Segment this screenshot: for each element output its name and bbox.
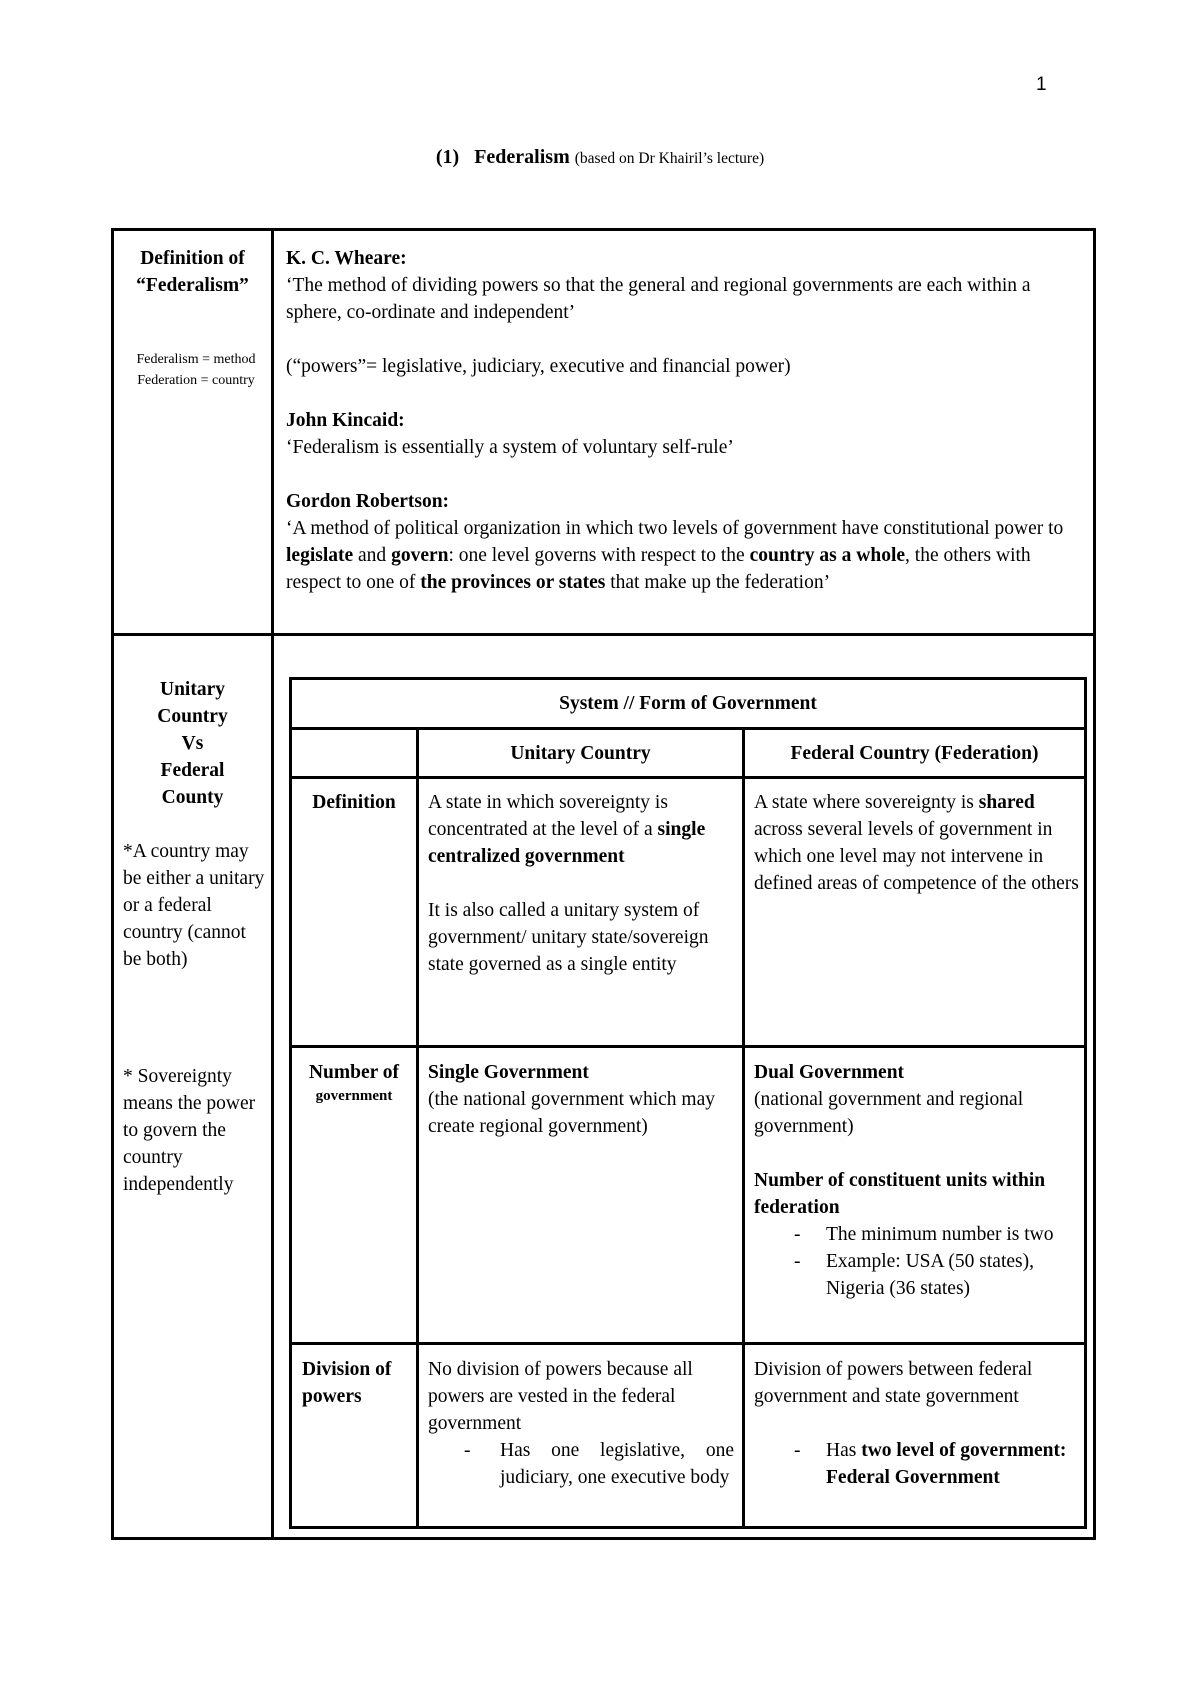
inner-line [292,727,1084,730]
page-title [0,146,1200,169]
federal-number: Dual Government (national government and regional government) Number of constituent units within federation - The minimum number is two - Example: USA (50 states), Nigeria (36 states) [754,1059,1080,1302]
list-item: - The minimum number is two [754,1221,1080,1248]
column-divider [271,231,274,1537]
row-label-division: Division of powers [302,1359,392,1407]
unitary-division: No division of powers because all powers are vested in the federal government - Has one legislative, one judiciary, one executive body [428,1356,734,1491]
title-number: (1) [435,146,460,168]
inner-line [292,1342,1084,1345]
definition-notes [122,349,270,391]
inner-line [742,727,745,1526]
unitary-number: Single Government (the national government which may create regional government) [428,1062,715,1137]
column-header-federal: Federal Country (Federation) [790,743,1039,764]
robertson-label: Gordon Robertson: [286,491,450,512]
federal-definition: A state where sovereignty is shared across several levels of government in which one level may not intervene in defined areas of competence of the others [754,792,1079,894]
title-subtitle: (based on Dr Khairil’s lecture) [574,150,765,167]
page-number: 1 [1036,74,1047,95]
federal-division: Division of powers between federal government and state government - Has two level of government: Federal Government [754,1356,1080,1491]
inner-line [292,776,1084,779]
comparison-table [289,677,1087,1529]
powers-note: (“powers”= legislative, judiciary, executive and financial power) [286,356,791,377]
robertson-quote: ‘A method of political organization in which two levels of government have constitutional power to legislate and govern: one level governs with respect to the country as a whole, the others with respect to one of the provinces or states that make up the federation’ [286,518,1064,593]
title-main: Federalism [474,146,570,168]
inner-line [292,1045,1084,1048]
list-item: - Has two level of government: Federal Government [754,1437,1080,1491]
inner-line [416,727,419,1526]
list-item: - Example: USA (50 states), Nigeria (36 states) [754,1248,1080,1302]
definition-heading: Definition of “Federalism” [136,248,249,296]
column-header-unitary: Unitary Country [510,743,651,764]
note-federation: Federation = country [137,373,255,388]
note-country-type: *A country may be either a unitary or a federal country (cannot be both) [123,841,265,970]
note-sovereignty: * Sovereignty means the power to govern the country independently [123,1066,256,1195]
wheare-label: K. C. Wheare: [286,248,407,269]
comparison-heading: Unitary Country Vs Federal County [157,679,228,808]
row-label-number: Number of government [308,1062,400,1104]
note-federalism: Federalism = method [136,352,256,367]
row-divider [114,633,1093,636]
row-label-definition: Definition [312,792,396,813]
kincaid-label: John Kincaid: [286,410,405,431]
wheare-quote: ‘The method of dividing powers so that the general and regional governments are each within a sphere, co-ordinate and independent’ [286,275,1031,323]
main-table [111,228,1096,1540]
table-title: System // Form of Government [559,693,817,714]
definitions-content [286,245,1086,623]
kincaid-quote: ‘Federalism is essentially a system of voluntary self-rule’ [286,437,734,458]
unitary-definition: A state in which sovereignty is concentrated at the level of a single centralized government It is also called a unitary system of government/ unitary state/sovereign state governed as a single entity [428,792,709,975]
list-item: - Has one legislative, one judiciary, one executive body [428,1437,734,1491]
